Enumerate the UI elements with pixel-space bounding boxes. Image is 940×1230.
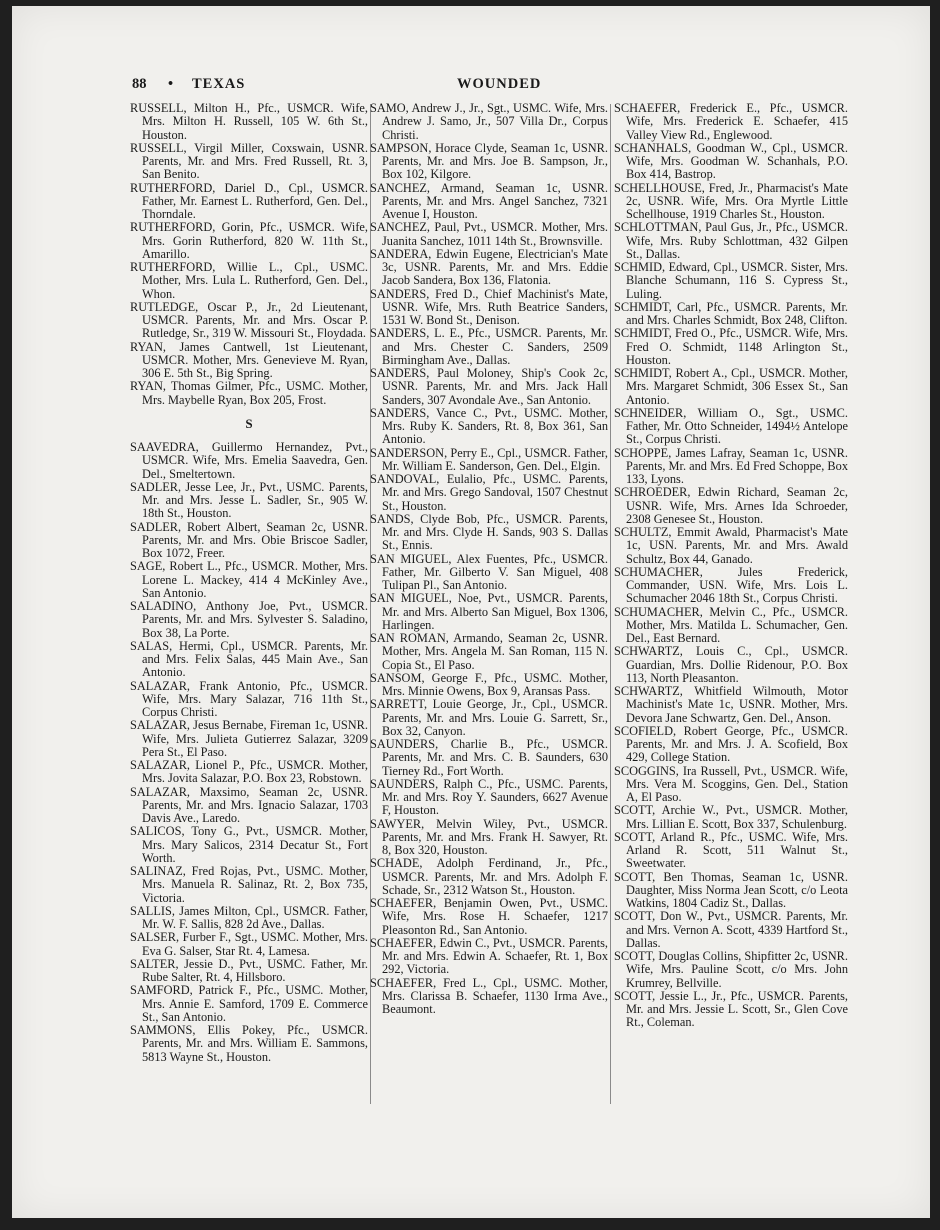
casualty-entry: SCHLOTTMAN, Paul Gus, Jr., Pfc., USMCR. Wife, Mrs. Ruby Schlottman, 432 Gilpen St., Dallas. [614,220,848,261]
document-page [12,6,930,1218]
casualty-entry: SAUNDERS, Ralph C., Pfc., USMC. Parents, Mr. and Mrs. Roy Y. Saunders, 6627 Avenue F, Houston. [370,776,608,818]
casualty-entry: SCHUMACHER, Jules Frederick, Commander, USN. Wife, Mrs. Lois L. Schumacher 2046 18th St., Corpus Christi. [614,564,848,606]
casualty-entry: SALTER, Jessie D., Pvt., USMC. Father, Mr. Rube Salter, Rt. 4, Hillsboro. [130,956,368,984]
casualty-entry: SCOTT, Douglas Collins, Shipfitter 2c, USNR. Wife, Mrs. Pauline Scott, c/o Mrs. John Krumrey, Bellville. [614,949,848,990]
page-number: 88 [132,76,147,92]
casualty-entry: RUSSELL, Virgil Miller, Coxswain, USNR. Parents, Mr. and Mrs. Fred Russell, Rt. 3, San Benito. [130,140,368,182]
casualty-entry: SCHWARTZ, Louis C., Cpl., USMCR. Guardian, Mrs. Dollie Ridenour, P.O. Box 113, North Pleasanton. [614,644,848,685]
casualty-entry: SANSOM, George F., Pfc., USMC. Mother, Mrs. Minnie Owens, Box 9, Aransas Pass. [370,670,608,698]
casualty-entry: RUTHERFORD, Willie L., Cpl., USMC. Mother, Mrs. Lula L. Rutherford, Gen. Del., Whon. [130,260,368,301]
casualty-entry: SAN ROMAN, Armando, Seaman 2c, USNR. Mother, Mrs. Angela M. San Roman, 115 N. Copia St., El Paso. [370,631,608,672]
casualty-entry: SALAS, Hermi, Cpl., USMCR. Parents, Mr. and Mrs. Felix Salas, 445 Main Ave., San Antonio. [130,638,368,680]
casualty-entry: RYAN, James Cantwell, 1st Lieutenant, USMCR. Mother, Mrs. Genevieve M. Ryan, 306 E. 5th St., Big Spring. [130,339,368,380]
entry-list-s [130,441,368,1064]
letter-heading: S [245,415,253,431]
casualty-entry: SARRETT, Louie George, Jr., Cpl., USMCR. Parents, Mr. and Mrs. Louie G. Sarrett, Sr., Box 32, Canyon. [370,697,608,738]
casualty-entry: SAMMONS, Ellis Pokey, Pfc., USMCR. Parents, Mr. and Mrs. William E. Sammons, 5813 Wayne St., Houston. [130,1023,368,1064]
casualty-entry: SANDERA, Edwin Eugene, Electrician's Mate 3c, USNR. Parents, Mr. and Mrs. Eddie Jacob Sandera, Box 136, Flatonia. [370,246,608,288]
casualty-entry: SALADINO, Anthony Joe, Pvt., USMCR. Parents, Mr. and Mrs. Sylvester S. Saladino, Box 38, La Porte. [130,599,368,640]
casualty-entry: RYAN, Thomas Gilmer, Pfc., USMC. Mother, Mrs. Maybelle Ryan, Box 205, Frost. [130,379,368,407]
casualty-entry: SCOTT, Don W., Pvt., USMCR. Parents, Mr. and Mrs. Vernon A. Scott, 4339 Hartford St., Dallas. [614,909,848,950]
casualty-entry: SCHOPPE, James Lafray, Seaman 1c, USNR. Parents, Mr. and Mrs. Ed Fred Schoppe, Box 133, Lyons. [614,445,848,486]
page-header [132,76,847,96]
casualty-entry: RUTHERFORD, Dariel D., Cpl., USMCR. Father, Mr. Earnest L. Rutherford, Gen. Del., Thorndale. [130,180,368,221]
casualty-entry: SCHROEDER, Edwin Richard, Seaman 2c, USNR. Wife, Mrs. Arnes Ida Schroeder, 2308 Genesee St., Houston. [614,485,848,526]
casualty-entry: SCHAEFER, Fred L., Cpl., USMC. Mother, Mrs. Clarissa B. Schaefer, 1130 Irma Ave., Beaumont. [370,975,608,1016]
casualty-entry: SCHAEFER, Edwin C., Pvt., USMCR. Parents, Mr. and Mrs. Edwin A. Schaefer, Rt. 1, Box 292, Victoria. [370,935,608,977]
casualty-entry: RUSSELL, Milton H., Pfc., USMCR. Wife, Mrs. Milton H. Russell, 105 W. 6th St., Houston. [130,101,368,142]
casualty-entry: SCHULTZ, Emmit Awald, Pharmacist's Mate 1c, USN. Parents, Mr. and Mrs. Awald Schultz, Box 44, Ganado. [614,525,848,566]
casualty-entry: SALAZAR, Jesus Bernabe, Fireman 1c, USNR. Wife, Mrs. Julieta Gutierrez Salazar, 3209 Pera St., El Paso. [130,718,368,759]
casualty-entry: SALAZAR, Maxsimo, Seaman 2c, USNR. Parents, Mr. and Mrs. Ignacio Salazar, 1703 Davis Ave., Laredo. [130,784,368,825]
casualty-entry: SCHANHALS, Goodman W., Cpl., USMCR. Wife, Mrs. Goodman W. Schanhals, P.O. Box 414, Bastrop. [614,140,848,182]
casualty-entry: SANDERS, L. E., Pfc., USMCR. Parents, Mr. and Mrs. Chester C. Sanders, 2509 Birmingham Ave., Dallas. [370,326,608,367]
casualty-entry: SANDERSON, Perry E., Cpl., USMCR. Father, Mr. William E. Sanderson, Gen. Del., Elgin. [370,445,608,473]
casualty-entry: SANCHEZ, Paul, Pvt., USMCR. Mother, Mrs. Juanita Sanchez, 1011 14th St., Brownsville. [370,220,608,248]
casualty-entry: SANDERS, Fred D., Chief Machinist's Mate, USNR. Wife, Mrs. Ruth Beatrice Sanders, 1531 W. Bond St., Denison. [370,286,608,327]
casualty-entry: SAMO, Andrew J., Jr., Sgt., USMC. Wife, Mrs. Andrew J. Samo, Jr., 507 Villa Dr., Corpus Christi. [370,101,608,142]
column-divider [610,104,611,1104]
casualty-entry: SALAZAR, Lionel P., Pfc., USMCR. Mother, Mrs. Jovita Salazar, P.O. Box 23, Robstown. [130,758,368,786]
casualty-entry: SALSER, Furber F., Sgt., USMC. Mother, Mrs. Eva G. Salser, Star Rt. 4, Lamesa. [130,930,368,958]
casualty-entry: SCHAEFER, Benjamin Owen, Pvt., USMC. Wife, Mrs. Rose H. Schaefer, 1217 Pleasonton Rd., San Antonio. [370,896,608,937]
casualty-entry: SCOTT, Ben Thomas, Seaman 1c, USNR. Daughter, Miss Norma Jean Scott, c/o Leota Watkins, 1804 Cadiz St., Dallas. [614,869,848,910]
casualty-entry: SALICOS, Tony G., Pvt., USMCR. Mother, Mrs. Mary Salicos, 2314 Decatur St., Fort Worth. [130,824,368,865]
casualty-entry: SCOFIELD, Robert George, Pfc., USMCR. Parents, Mr. and Mrs. J. A. Scofield, Box 429, College Station. [614,723,848,765]
casualty-entry: SAGE, Robert L., Pfc., USMCR. Mother, Mrs. Lorene L. Mackey, 414 4 McKinley Ave., San Antonio. [130,559,368,600]
casualty-entry: SANDERS, Vance C., Pvt., USMC. Mother, Mrs. Ruby K. Sanders, Rt. 8, Box 361, San Antonio. [370,405,608,447]
column-middle [370,102,608,1016]
casualty-entry: SAMFORD, Patrick F., Pfc., USMC. Mother, Mrs. Annie E. Samford, 1709 E. Commerce St., San Antonio. [130,983,368,1024]
casualty-entry: SCHMIDT, Carl, Pfc., USMCR. Parents, Mr. and Mrs. Charles Schmidt, Box 248, Clifton. [614,299,848,327]
casualty-entry: SCHWARTZ, Whitfield Wilmouth, Motor Machinist's Mate 1c, USNR. Mother, Mrs. Devora Jane Schwartz, Gen. Del., Anson. [614,684,848,725]
casualty-entry: SALINAZ, Fred Rojas, Pvt., USMC. Mother, Mrs. Manuela R. Salinaz, Rt. 2, Box 735, Victoria. [130,864,368,905]
casualty-entry: SADLER, Jesse Lee, Jr., Pvt., USMC. Parents, Mr. and Mrs. Jesse L. Sadler, Sr., 905 W. 18th St., Houston. [130,479,368,521]
casualty-entry: SCHELLHOUSE, Fred, Jr., Pharmacist's Mate 2c, USNR. Wife, Mrs. Ora Myrtle Little Schellhouse, 1919 Charles St., Houston. [614,180,848,221]
casualty-entry: SCOGGINS, Ira Russell, Pvt., USMCR. Wife, Mrs. Vera M. Scoggins, Gen. Del., Station A, El Paso. [614,763,848,804]
column-right [614,102,848,1030]
casualty-entry: SCHMIDT, Robert A., Cpl., USMCR. Mother, Mrs. Margaret Schmidt, 306 Essex St., San Antonio. [614,366,848,407]
casualty-entry: SALLIS, James Milton, Cpl., USMCR. Father, Mr. W. F. Sallis, 828 2d Ave., Dallas. [130,903,368,931]
casualty-entry: SAWYER, Melvin Wiley, Pvt., USMCR. Parents, Mr. and Mrs. Frank H. Sawyer, Rt. 8, Box 320, Houston. [370,816,608,857]
casualty-entry: RUTLEDGE, Oscar P., Jr., 2d Lieutenant, USMCR. Parents, Mr. and Mrs. Oscar P. Rutledge, Sr., 319 W. Missouri St., Floydada. [130,299,368,341]
casualty-entry: SAN MIGUEL, Noe, Pvt., USMCR. Parents, Mr. and Mrs. Alberto San Miguel, Box 1306, Harlingen. [370,591,608,632]
column-left [130,102,368,1064]
casualty-entry: SAUNDERS, Charlie B., Pfc., USMCR. Parents, Mr. and Mrs. C. B. Saunders, 630 Tierney Rd., Fort Worth. [370,737,608,778]
casualty-entry: SADLER, Robert Albert, Seaman 2c, USNR. Parents, Mr. and Mrs. Obie Briscoe Sadler, Box 1072, Freer. [130,519,368,560]
casualty-entry: SANDOVAL, Eulalio, Pfc., USMC. Parents, Mr. and Mrs. Grego Sandoval, 1507 Chestnut St., Houston. [370,472,608,513]
state-name: TEXAS [192,76,246,92]
casualty-entry: SAN MIGUEL, Alex Fuentes, Pfc., USMCR. Father, Mr. Gilberto V. San Miguel, 408 Tulipan Pl., San Antonio. [370,551,608,592]
casualty-entry: SANDS, Clyde Bob, Pfc., USMCR. Parents, Mr. and Mrs. Clyde H. Sands, 903 S. Dallas St., Ennis. [370,511,608,553]
casualty-entry: SCHNEIDER, William O., Sgt., USMC. Father, Mr. Otto Schneider, 1494½ Antelope St., Corpus Christi. [614,405,848,447]
bullet-separator: • [168,76,174,92]
casualty-entry: SCOTT, Jessie L., Jr., Pfc., USMCR. Parents, Mr. and Mrs. Jessie L. Scott, Sr., Glen Cove Rt., Coleman. [614,988,848,1030]
entry-list-r [130,102,368,407]
casualty-entry: SCHAEFER, Frederick E., Pfc., USMCR. Wife, Mrs. Frederick E. Schaefer, 415 Valley View Rd., Englewood. [614,101,848,142]
casualty-entry: RUTHERFORD, Gorin, Pfc., USMCR. Wife, Mrs. Gorin Rutherford, 820 W. 11th St., Amarillo. [130,220,368,261]
casualty-entry: SANDERS, Paul Moloney, Ship's Cook 2c, USNR. Parents, Mr. and Mrs. Jack Hall Sanders, 307 Avondale Ave., San Antonio. [370,366,608,407]
casualty-entry: SCHUMACHER, Melvin C., Pfc., USMCR. Mother, Mrs. Matilda L. Schumacher, Gen. Del., East Bernard. [614,604,848,645]
casualty-entry: SCOTT, Archie W., Pvt., USMCR. Mother, Mrs. Lillian E. Scott, Box 337, Schulenburg. [614,803,848,831]
casualty-entry: SCHMID, Edward, Cpl., USMCR. Sister, Mrs. Blanche Schumann, 116 S. Cypress St., Luling. [614,260,848,301]
casualty-entry: SCOTT, Arland R., Pfc., USMC. Wife, Mrs. Arland R. Scott, 511 Walnut St., Sweetwater. [614,829,848,871]
casualty-entry: SCHADE, Adolph Ferdinand, Jr., Pfc., USMCR. Parents, Mr. and Mrs. Adolph F. Schade, Sr., 2312 Watson St., Houston. [370,856,608,897]
casualty-entry: SAAVEDRA, Guillermo Hernandez, Pvt., USMCR. Wife, Mrs. Emelia Saavedra, Gen. Del., Smeltertown. [130,440,368,481]
casualty-entry: SALAZAR, Frank Antonio, Pfc., USMCR. Wife, Mrs. Mary Salazar, 716 11th St., Corpus Christi. [130,678,368,719]
casualty-entry: SAMPSON, Horace Clyde, Seaman 1c, USNR. Parents, Mr. and Mrs. Joe B. Sampson, Jr., Box 102, Kilgore. [370,140,608,182]
casualty-entry: SCHMIDT, Fred O., Pfc., USMCR. Wife, Mrs. Fred O. Schmidt, 1148 Arlington St., Houston. [614,326,848,367]
casualty-entry: SANCHEZ, Armand, Seaman 1c, USNR. Parents, Mr. and Mrs. Angel Sanchez, 7321 Avenue I, Houston. [370,180,608,221]
section-title: WOUNDED [457,76,542,92]
